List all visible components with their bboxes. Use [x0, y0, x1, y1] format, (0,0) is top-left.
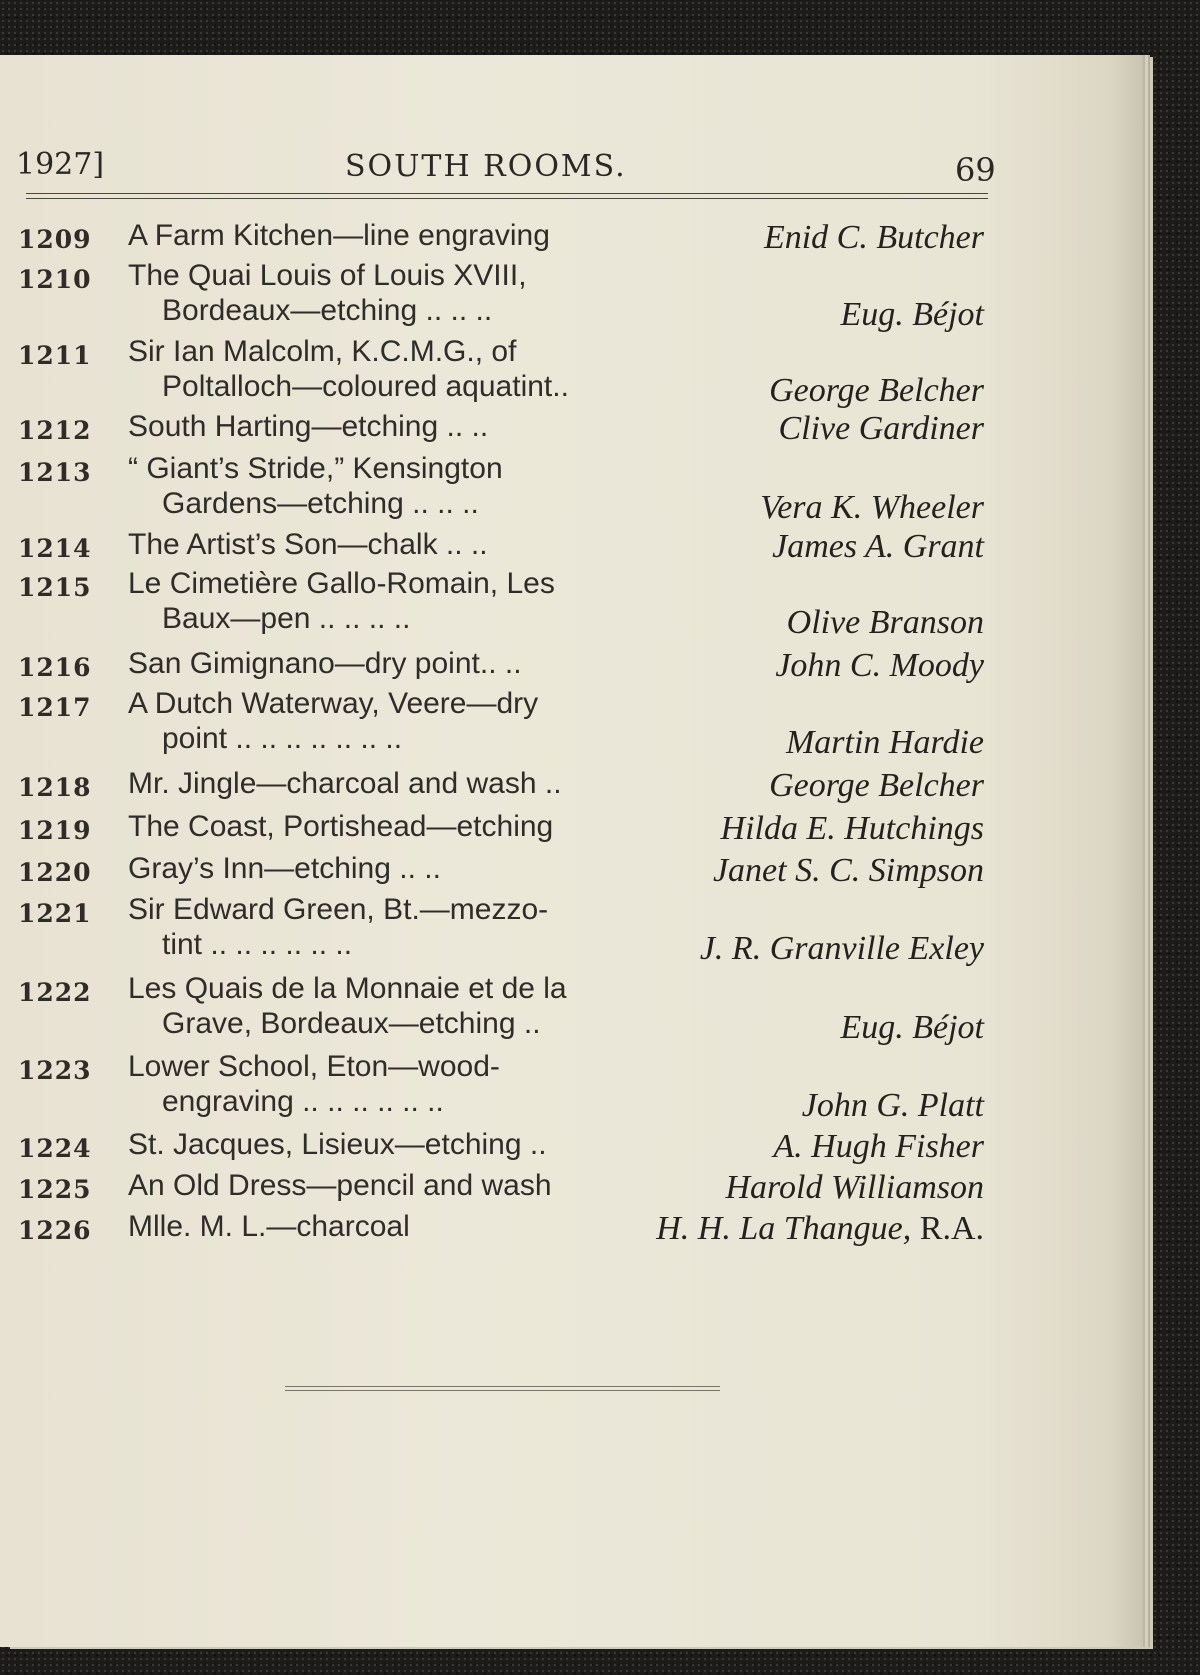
- entry-number: 1220: [18, 858, 92, 887]
- entry-title: Les Quais de la Monnaie et de la: [128, 972, 567, 1005]
- entry-artist: [840, 296, 984, 334]
- artist-name: Eug. Béjot: [840, 1009, 984, 1046]
- artist-name: Clive Gardiner: [778, 410, 984, 447]
- entry-artist: [764, 219, 984, 257]
- artist-name: H. H. La Thangue,: [656, 1210, 912, 1247]
- entry-title: Mlle. M. L.—charcoal: [128, 1210, 410, 1243]
- end-rule: [285, 1386, 720, 1391]
- entry-title-continued: tint .. .. .. .. .. ..: [162, 928, 353, 961]
- entry-number: 1212: [18, 416, 92, 445]
- entry-title: The Quai Louis of Louis XVIII,: [128, 259, 527, 292]
- entry-number: 1214: [18, 534, 92, 563]
- artist-name: James A. Grant: [772, 528, 984, 565]
- artist-honour: R.A.: [911, 1210, 984, 1247]
- entry-title: A Farm Kitchen—line engraving: [128, 219, 550, 252]
- header-rule: [26, 193, 988, 199]
- entry-title: The Artist’s Son—chalk .. ..: [128, 528, 488, 561]
- entry-title-continued: Poltalloch—coloured aquatint..: [162, 370, 569, 403]
- entry-number: 1213: [18, 458, 92, 487]
- entry-artist: [773, 1128, 984, 1166]
- entry-title-continued: Baux—pen .. .. .. ..: [162, 602, 411, 635]
- entry-title: St. Jacques, Lisieux—etching ..: [128, 1128, 547, 1161]
- entry-title-continued: Bordeaux—etching .. .. ..: [162, 294, 493, 327]
- entry-artist: [713, 852, 984, 890]
- entry-number: 1224: [18, 1134, 92, 1163]
- entry-artist: [656, 1210, 984, 1248]
- artist-name: Hilda E. Hutchings: [720, 810, 984, 847]
- entry-title-continued: engraving .. .. .. .. .. ..: [162, 1085, 444, 1118]
- entry-title-continued: Grave, Bordeaux—etching ..: [162, 1007, 541, 1040]
- entry-artist: [786, 724, 984, 762]
- entry-number: 1218: [18, 773, 92, 802]
- artist-name: Martin Hardie: [785, 724, 984, 761]
- entry-title: Sir Ian Malcolm, K.C.M.G., of: [128, 335, 517, 368]
- artist-name: Harold Williamson: [725, 1169, 984, 1206]
- entry-number: 1209: [18, 225, 92, 254]
- entry-number: 1217: [18, 693, 92, 722]
- artist-name: Eug. Béjot: [840, 296, 984, 333]
- entry-title-continued: Gardens—etching .. .. ..: [162, 487, 479, 520]
- entry-title: San Gimignano—dry point.. ..: [128, 647, 522, 680]
- artist-name: J. R. Granville Exley: [699, 930, 984, 967]
- artist-name: Enid C. Butcher: [763, 219, 984, 256]
- entry-title: Lower School, Eton—wood-: [128, 1050, 500, 1083]
- entry-artist: [802, 1087, 984, 1125]
- entry-artist: [787, 604, 984, 642]
- entry-title: South Harting—etching .. ..: [128, 410, 489, 443]
- entry-artist: [772, 528, 984, 566]
- entry-artist: [769, 767, 984, 805]
- entry-artist: [760, 489, 984, 527]
- entry-artist: [778, 410, 984, 448]
- entry-title: The Coast, Portishead—etching: [128, 810, 554, 843]
- artist-name: George Belcher: [769, 767, 984, 804]
- artist-name: Janet S. C. Simpson: [712, 852, 984, 889]
- entry-artist: [726, 1169, 985, 1207]
- catalogue-page: [0, 55, 1143, 1647]
- entry-artist: [700, 930, 984, 968]
- artist-name: John G. Platt: [801, 1087, 984, 1124]
- page-title: SOUTH ROOMS.: [345, 149, 627, 184]
- entry-title: Mr. Jingle—charcoal and wash ..: [128, 767, 562, 800]
- entry-artist: [840, 1009, 984, 1047]
- running-head: [0, 143, 1143, 193]
- header-year: 1927]: [16, 147, 105, 182]
- entry-number: 1223: [18, 1056, 92, 1085]
- entry-number: 1215: [18, 573, 92, 602]
- entry-number: 1219: [18, 816, 92, 845]
- entry-title-continued: point .. .. .. .. .. .. ..: [162, 722, 403, 755]
- entry-title: Sir Edward Green, Bt.—mezzo-: [128, 893, 549, 926]
- entry-number: 1225: [18, 1175, 92, 1204]
- artist-name: A. Hugh Fisher: [773, 1128, 984, 1165]
- artist-name: George Belcher: [769, 372, 984, 409]
- artist-name: Olive Branson: [786, 604, 984, 641]
- artist-name: Vera K. Wheeler: [760, 489, 984, 526]
- artist-name: John C. Moody: [775, 647, 984, 684]
- entry-artist: [721, 810, 984, 848]
- entry-number: 1221: [18, 899, 92, 928]
- entry-artist: [775, 647, 984, 685]
- entry-number: 1216: [18, 653, 92, 682]
- entry-title: Gray’s Inn—etching .. ..: [128, 852, 441, 885]
- entry-title: Le Cimetière Gallo-Romain, Les: [128, 567, 555, 600]
- entry-title: A Dutch Waterway, Veere—dry: [128, 687, 539, 720]
- entry-number: 1226: [18, 1216, 92, 1245]
- entry-number: 1222: [18, 978, 92, 1007]
- entry-number: 1211: [18, 341, 92, 370]
- entry-number: 1210: [18, 265, 92, 294]
- page-number: 69: [955, 151, 996, 189]
- entry-title: An Old Dress—pencil and wash: [128, 1169, 552, 1202]
- entry-artist: [769, 372, 984, 410]
- entry-title: “ Giant’s Stride,” Kensington: [128, 452, 503, 485]
